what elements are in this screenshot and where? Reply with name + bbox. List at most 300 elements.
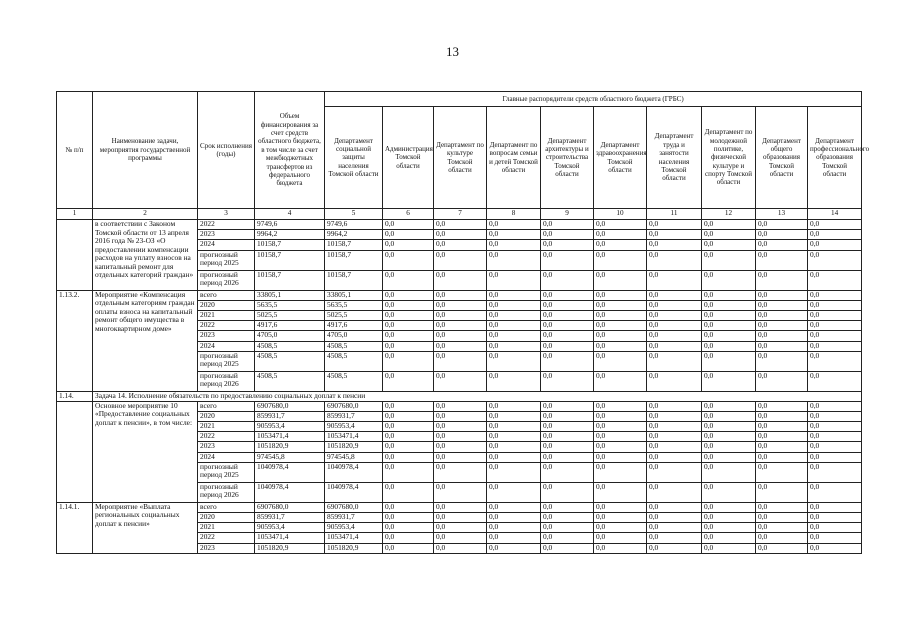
term-cell: 2020 xyxy=(198,513,255,523)
grbs-value-cell: 0,0 xyxy=(647,290,702,300)
grbs-value-cell: 0,0 xyxy=(434,533,487,543)
grbs-value-cell: 0,0 xyxy=(702,543,756,553)
grbs-value-cell: 0,0 xyxy=(756,533,808,543)
grbs-value-cell: 0,0 xyxy=(541,230,594,240)
grbs-value-cell: 0,0 xyxy=(756,321,808,331)
grbs-value-cell: 0,0 xyxy=(434,452,487,462)
term-cell: 2022 xyxy=(198,321,255,331)
grbs-value-cell: 0,0 xyxy=(434,351,487,371)
volume-cell: 1053471,4 xyxy=(255,533,325,543)
grbs-value-cell: 0,0 xyxy=(487,290,541,300)
grbs-value-cell: 0,0 xyxy=(594,442,647,452)
grbs-value-cell: 0,0 xyxy=(808,513,862,523)
grbs-value-cell: 0,0 xyxy=(647,270,702,290)
grbs-value-cell: 0,0 xyxy=(647,411,702,421)
item-name: в соответствии с Законом Томской области от 13 апреля 2016 года № 23-ОЗ «О предоставлении компенсации расходов на уплату взносов на капитальный ремонт для отдельных категорий граждан» xyxy=(93,220,198,291)
grbs-value-cell: 0,0 xyxy=(594,341,647,351)
grbs-value-cell: 0,0 xyxy=(808,240,862,250)
grbs-value-cell: 0,0 xyxy=(383,422,434,432)
grbs-value-cell: 0,0 xyxy=(434,321,487,331)
grbs-value-cell: 0,0 xyxy=(808,523,862,533)
grbs-value-cell: 0,0 xyxy=(487,300,541,310)
grbs-value-cell: 859931,7 xyxy=(325,411,383,421)
grbs-value-cell: 0,0 xyxy=(383,513,434,523)
grbs-value-cell: 0,0 xyxy=(487,341,541,351)
grbs-value-cell: 0,0 xyxy=(647,523,702,533)
grbs-value-cell: 0,0 xyxy=(383,310,434,320)
grbs-value-cell: 0,0 xyxy=(594,321,647,331)
column-number: 9 xyxy=(541,209,594,220)
grbs-value-cell: 0,0 xyxy=(541,442,594,452)
grbs-value-cell: 0,0 xyxy=(702,230,756,240)
grbs-value-cell: 0,0 xyxy=(756,220,808,230)
grbs-value-cell: 0,0 xyxy=(383,502,434,512)
header-no: № п/п xyxy=(57,92,93,209)
grbs-value-cell: 0,0 xyxy=(541,331,594,341)
grbs-value-cell: 0,0 xyxy=(434,513,487,523)
grbs-value-cell: 0,0 xyxy=(594,523,647,533)
grbs-value-cell: 0,0 xyxy=(541,411,594,421)
term-cell: 2021 xyxy=(198,523,255,533)
volume-cell: 9749,6 xyxy=(255,220,325,230)
grbs-value-cell: 0,0 xyxy=(756,543,808,553)
grbs-value-cell: 0,0 xyxy=(702,513,756,523)
volume-cell: 6907680,0 xyxy=(255,502,325,512)
grbs-value-cell: 0,0 xyxy=(594,401,647,411)
grbs-value-cell: 0,0 xyxy=(756,310,808,320)
header-grbs-5: Департамент архитектуры и строительства Томской области xyxy=(541,107,594,209)
grbs-value-cell: 0,0 xyxy=(383,411,434,421)
grbs-value-cell: 859931,7 xyxy=(325,513,383,523)
grbs-value-cell: 0,0 xyxy=(434,401,487,411)
grbs-value-cell: 0,0 xyxy=(434,230,487,240)
grbs-value-cell: 9964,2 xyxy=(325,230,383,240)
grbs-value-cell: 0,0 xyxy=(541,290,594,300)
grbs-value-cell: 0,0 xyxy=(434,240,487,250)
grbs-value-cell: 0,0 xyxy=(808,331,862,341)
grbs-value-cell: 0,0 xyxy=(541,513,594,523)
grbs-value-cell: 0,0 xyxy=(487,250,541,270)
grbs-value-cell: 0,0 xyxy=(808,230,862,240)
grbs-value-cell: 0,0 xyxy=(702,432,756,442)
grbs-value-cell: 0,0 xyxy=(487,371,541,391)
grbs-value-cell: 0,0 xyxy=(541,432,594,442)
grbs-value-cell: 0,0 xyxy=(383,371,434,391)
grbs-value-cell: 0,0 xyxy=(702,422,756,432)
grbs-value-cell: 0,0 xyxy=(808,482,862,502)
grbs-value-cell: 0,0 xyxy=(541,452,594,462)
grbs-value-cell: 0,0 xyxy=(594,502,647,512)
column-number: 4 xyxy=(255,209,325,220)
grbs-value-cell: 0,0 xyxy=(487,523,541,533)
grbs-value-cell: 0,0 xyxy=(487,411,541,421)
grbs-value-cell: 1053471,4 xyxy=(325,533,383,543)
grbs-value-cell: 0,0 xyxy=(434,371,487,391)
volume-cell: 4508,5 xyxy=(255,351,325,371)
grbs-value-cell: 0,0 xyxy=(383,321,434,331)
grbs-value-cell: 905953,4 xyxy=(325,523,383,533)
grbs-value-cell: 0,0 xyxy=(487,220,541,230)
header-grbs-4: Департамент по вопросам семьи и детей Томской области xyxy=(487,107,541,209)
task-number: 1.14. xyxy=(57,391,93,401)
grbs-value-cell: 0,0 xyxy=(434,270,487,290)
grbs-value-cell: 6907680,0 xyxy=(325,401,383,411)
grbs-value-cell: 0,0 xyxy=(487,482,541,502)
term-cell: 2020 xyxy=(198,300,255,310)
term-cell: прогнозный период 2026 xyxy=(198,482,255,502)
grbs-value-cell: 0,0 xyxy=(756,411,808,421)
column-numbers-row xyxy=(57,209,862,220)
grbs-value-cell: 10158,7 xyxy=(325,240,383,250)
grbs-value-cell: 0,0 xyxy=(756,513,808,523)
grbs-value-cell: 0,0 xyxy=(647,452,702,462)
grbs-value-cell: 0,0 xyxy=(647,300,702,310)
grbs-value-cell: 0,0 xyxy=(756,422,808,432)
grbs-value-cell: 0,0 xyxy=(808,462,862,482)
volume-cell: 905953,4 xyxy=(255,523,325,533)
grbs-value-cell: 0,0 xyxy=(541,321,594,331)
grbs-value-cell: 0,0 xyxy=(594,300,647,310)
column-number: 2 xyxy=(93,209,198,220)
grbs-value-cell: 0,0 xyxy=(383,462,434,482)
grbs-value-cell: 0,0 xyxy=(647,341,702,351)
grbs-value-cell: 0,0 xyxy=(594,422,647,432)
grbs-value-cell: 0,0 xyxy=(808,432,862,442)
column-number: 8 xyxy=(487,209,541,220)
grbs-value-cell: 4705,0 xyxy=(325,331,383,341)
grbs-value-cell: 0,0 xyxy=(594,482,647,502)
term-cell: прогнозный период 2025 xyxy=(198,462,255,482)
table-row xyxy=(57,502,862,512)
grbs-value-cell: 0,0 xyxy=(383,482,434,502)
grbs-value-cell: 0,0 xyxy=(383,432,434,442)
column-number: 10 xyxy=(594,209,647,220)
term-cell: 2022 xyxy=(198,432,255,442)
volume-cell: 9964,2 xyxy=(255,230,325,240)
grbs-value-cell: 0,0 xyxy=(702,452,756,462)
term-cell: прогнозный период 2026 xyxy=(198,371,255,391)
grbs-value-cell: 0,0 xyxy=(702,341,756,351)
volume-cell: 5025,5 xyxy=(255,310,325,320)
grbs-value-cell: 0,0 xyxy=(808,452,862,462)
grbs-value-cell: 0,0 xyxy=(541,300,594,310)
grbs-value-cell: 0,0 xyxy=(383,442,434,452)
grbs-value-cell: 0,0 xyxy=(756,502,808,512)
grbs-value-cell: 9749,6 xyxy=(325,220,383,230)
grbs-value-cell: 0,0 xyxy=(434,310,487,320)
grbs-value-cell: 1051820,9 xyxy=(325,442,383,452)
term-cell: всего xyxy=(198,401,255,411)
grbs-value-cell: 0,0 xyxy=(594,533,647,543)
volume-cell: 1051820,9 xyxy=(255,543,325,553)
grbs-value-cell: 0,0 xyxy=(702,482,756,502)
grbs-value-cell: 0,0 xyxy=(702,331,756,341)
grbs-value-cell: 0,0 xyxy=(541,240,594,250)
grbs-value-cell: 0,0 xyxy=(808,371,862,391)
column-number: 6 xyxy=(383,209,434,220)
grbs-value-cell: 0,0 xyxy=(541,220,594,230)
grbs-value-cell: 0,0 xyxy=(756,250,808,270)
grbs-value-cell: 0,0 xyxy=(487,462,541,482)
volume-cell: 1053471,4 xyxy=(255,432,325,442)
grbs-value-cell: 0,0 xyxy=(541,462,594,482)
grbs-value-cell: 0,0 xyxy=(594,543,647,553)
grbs-value-cell: 0,0 xyxy=(808,543,862,553)
header-name: Наименование задачи, мероприятия государственной программы xyxy=(93,92,198,209)
grbs-value-cell: 0,0 xyxy=(808,220,862,230)
grbs-value-cell: 0,0 xyxy=(702,351,756,371)
grbs-value-cell: 5025,5 xyxy=(325,310,383,320)
header-grbs-8: Департамент по молодежной политике, физической культуре и спорту Томской области xyxy=(702,107,756,209)
grbs-value-cell: 1053471,4 xyxy=(325,432,383,442)
term-cell: 2023 xyxy=(198,543,255,553)
financing-table xyxy=(56,91,870,554)
header-grbs-7: Департамент труда и занятости населения Томской области xyxy=(647,107,702,209)
grbs-value-cell: 0,0 xyxy=(647,310,702,320)
grbs-value-cell: 0,0 xyxy=(702,502,756,512)
volume-cell: 1040978,4 xyxy=(255,482,325,502)
grbs-value-cell: 0,0 xyxy=(487,442,541,452)
grbs-value-cell: 0,0 xyxy=(647,462,702,482)
grbs-value-cell: 0,0 xyxy=(487,452,541,462)
grbs-value-cell: 0,0 xyxy=(487,351,541,371)
table-row xyxy=(57,220,862,230)
grbs-value-cell: 0,0 xyxy=(434,422,487,432)
grbs-value-cell: 0,0 xyxy=(487,422,541,432)
term-cell: 2021 xyxy=(198,310,255,320)
header-grbs-group: Главные распорядители средств областного бюджета (ГРБС) xyxy=(325,92,862,107)
task-title: Задача 14. Исполнение обязательств по предоставлению социальных доплат к пенсии xyxy=(93,391,862,401)
grbs-value-cell: 33805,1 xyxy=(325,290,383,300)
volume-cell: 859931,7 xyxy=(255,513,325,523)
grbs-value-cell: 0,0 xyxy=(594,230,647,240)
grbs-value-cell: 1040978,4 xyxy=(325,462,383,482)
grbs-value-cell: 0,0 xyxy=(487,502,541,512)
grbs-value-cell: 0,0 xyxy=(702,300,756,310)
grbs-value-cell: 0,0 xyxy=(808,270,862,290)
term-cell: всего xyxy=(198,502,255,512)
grbs-value-cell: 0,0 xyxy=(808,533,862,543)
grbs-value-cell: 0,0 xyxy=(434,331,487,341)
item-number: 1.14.1. xyxy=(57,502,93,553)
grbs-value-cell: 0,0 xyxy=(808,351,862,371)
grbs-value-cell: 0,0 xyxy=(594,270,647,290)
grbs-value-cell: 6907680,0 xyxy=(325,502,383,512)
term-cell: прогнозный период 2025 xyxy=(198,250,255,270)
term-cell: 2023 xyxy=(198,230,255,240)
grbs-value-cell: 0,0 xyxy=(541,351,594,371)
grbs-value-cell: 0,0 xyxy=(702,523,756,533)
grbs-value-cell: 0,0 xyxy=(383,543,434,553)
grbs-value-cell: 4508,5 xyxy=(325,371,383,391)
grbs-value-cell: 0,0 xyxy=(702,321,756,331)
term-cell: 2022 xyxy=(198,220,255,230)
grbs-value-cell: 0,0 xyxy=(594,513,647,523)
grbs-value-cell: 0,0 xyxy=(383,331,434,341)
grbs-value-cell: 0,0 xyxy=(434,432,487,442)
grbs-value-cell: 0,0 xyxy=(808,401,862,411)
grbs-value-cell: 0,0 xyxy=(541,482,594,502)
header-grbs-1: Департамент социальной защиты населения Томской области xyxy=(325,107,383,209)
grbs-value-cell: 0,0 xyxy=(434,502,487,512)
grbs-value-cell: 0,0 xyxy=(594,432,647,442)
grbs-value-cell: 0,0 xyxy=(594,331,647,341)
grbs-value-cell: 0,0 xyxy=(594,411,647,421)
grbs-value-cell: 0,0 xyxy=(808,290,862,300)
grbs-value-cell: 10158,7 xyxy=(325,250,383,270)
column-number: 3 xyxy=(198,209,255,220)
grbs-value-cell: 0,0 xyxy=(383,230,434,240)
grbs-value-cell: 0,0 xyxy=(434,411,487,421)
grbs-value-cell: 0,0 xyxy=(434,341,487,351)
grbs-value-cell: 0,0 xyxy=(434,462,487,482)
grbs-value-cell: 10158,7 xyxy=(325,270,383,290)
grbs-value-cell: 0,0 xyxy=(808,442,862,452)
grbs-value-cell: 0,0 xyxy=(808,321,862,331)
grbs-value-cell: 0,0 xyxy=(647,321,702,331)
grbs-value-cell: 0,0 xyxy=(647,351,702,371)
grbs-value-cell: 0,0 xyxy=(756,341,808,351)
grbs-value-cell: 0,0 xyxy=(808,341,862,351)
grbs-value-cell: 0,0 xyxy=(487,432,541,442)
grbs-value-cell: 974545,8 xyxy=(325,452,383,462)
grbs-value-cell: 0,0 xyxy=(541,422,594,432)
grbs-value-cell: 0,0 xyxy=(487,543,541,553)
column-number: 11 xyxy=(647,209,702,220)
grbs-value-cell: 0,0 xyxy=(383,300,434,310)
grbs-value-cell: 0,0 xyxy=(756,482,808,502)
term-cell: 2023 xyxy=(198,442,255,452)
term-cell: 2024 xyxy=(198,240,255,250)
grbs-value-cell: 0,0 xyxy=(756,401,808,411)
grbs-value-cell: 0,0 xyxy=(756,270,808,290)
grbs-value-cell: 0,0 xyxy=(383,533,434,543)
grbs-value-cell: 0,0 xyxy=(756,523,808,533)
volume-cell: 33805,1 xyxy=(255,290,325,300)
grbs-value-cell: 0,0 xyxy=(434,482,487,502)
grbs-value-cell: 0,0 xyxy=(647,220,702,230)
volume-cell: 10158,7 xyxy=(255,270,325,290)
page-number: 13 xyxy=(446,44,459,59)
grbs-value-cell: 0,0 xyxy=(647,250,702,270)
grbs-value-cell: 0,0 xyxy=(702,220,756,230)
grbs-value-cell: 0,0 xyxy=(383,290,434,300)
grbs-value-cell: 0,0 xyxy=(434,543,487,553)
item-number xyxy=(57,401,93,502)
volume-cell: 6907680,0 xyxy=(255,401,325,411)
grbs-value-cell: 0,0 xyxy=(541,341,594,351)
grbs-value-cell: 0,0 xyxy=(808,411,862,421)
header-grbs-2: Администрация Томской области xyxy=(383,107,434,209)
item-name: Мероприятие «Выплата региональных социальных доплат к пенсии» xyxy=(93,502,198,553)
column-number: 7 xyxy=(434,209,487,220)
grbs-value-cell: 5635,5 xyxy=(325,300,383,310)
header-term: Срок исполнения (годы) xyxy=(198,92,255,209)
term-cell: всего xyxy=(198,290,255,300)
grbs-value-cell: 0,0 xyxy=(487,533,541,543)
grbs-value-cell: 0,0 xyxy=(594,220,647,230)
grbs-value-cell: 0,0 xyxy=(594,351,647,371)
grbs-value-cell: 0,0 xyxy=(487,513,541,523)
term-cell: 2023 xyxy=(198,331,255,341)
item-name: Мероприятие «Компенсация отдельным категориям граждан оплаты взноса на капитальный ремонт общего имущества в многоквартирном доме» xyxy=(93,290,198,391)
term-cell: 2021 xyxy=(198,422,255,432)
grbs-value-cell: 0,0 xyxy=(383,270,434,290)
grbs-value-cell: 0,0 xyxy=(702,250,756,270)
grbs-value-cell: 0,0 xyxy=(702,533,756,543)
grbs-value-cell: 0,0 xyxy=(756,240,808,250)
table-row xyxy=(57,290,862,300)
grbs-value-cell: 0,0 xyxy=(756,442,808,452)
grbs-value-cell: 0,0 xyxy=(702,442,756,452)
grbs-value-cell: 0,0 xyxy=(434,300,487,310)
grbs-value-cell: 0,0 xyxy=(647,502,702,512)
grbs-value-cell: 0,0 xyxy=(647,543,702,553)
grbs-value-cell: 0,0 xyxy=(487,230,541,240)
grbs-value-cell: 0,0 xyxy=(541,543,594,553)
item-number xyxy=(57,220,93,291)
grbs-value-cell: 4917,6 xyxy=(325,321,383,331)
grbs-value-cell: 0,0 xyxy=(647,432,702,442)
grbs-value-cell: 0,0 xyxy=(487,310,541,320)
grbs-value-cell: 0,0 xyxy=(434,250,487,270)
grbs-value-cell: 0,0 xyxy=(647,230,702,240)
grbs-value-cell: 0,0 xyxy=(541,523,594,533)
grbs-value-cell: 0,0 xyxy=(383,220,434,230)
header-volume: Объем финансирования за счет средств областного бюджета, в том числе за счет межбюджетных трансфертов из федерального бюджета xyxy=(255,92,325,209)
grbs-value-cell: 0,0 xyxy=(434,442,487,452)
item-number: 1.13.2. xyxy=(57,290,93,391)
volume-cell: 10158,7 xyxy=(255,240,325,250)
grbs-value-cell: 0,0 xyxy=(487,240,541,250)
term-cell: 2024 xyxy=(198,452,255,462)
table-row xyxy=(57,401,862,411)
volume-cell: 1051820,9 xyxy=(255,442,325,452)
grbs-value-cell: 0,0 xyxy=(541,371,594,391)
grbs-value-cell: 0,0 xyxy=(702,270,756,290)
volume-cell: 4508,5 xyxy=(255,371,325,391)
term-cell: 2022 xyxy=(198,533,255,543)
grbs-value-cell: 0,0 xyxy=(383,240,434,250)
grbs-value-cell: 0,0 xyxy=(702,401,756,411)
volume-cell: 4705,0 xyxy=(255,331,325,341)
grbs-value-cell: 0,0 xyxy=(487,331,541,341)
grbs-value-cell: 0,0 xyxy=(541,270,594,290)
header-grbs-10: Департамент профессионального образования Томской области xyxy=(808,107,862,209)
grbs-value-cell: 0,0 xyxy=(702,411,756,421)
grbs-value-cell: 0,0 xyxy=(702,462,756,482)
grbs-value-cell: 0,0 xyxy=(702,310,756,320)
term-cell: 2020 xyxy=(198,411,255,421)
grbs-value-cell: 0,0 xyxy=(808,250,862,270)
volume-cell: 974545,8 xyxy=(255,452,325,462)
grbs-value-cell: 0,0 xyxy=(756,290,808,300)
grbs-value-cell: 0,0 xyxy=(383,341,434,351)
term-cell: 2024 xyxy=(198,341,255,351)
grbs-value-cell: 1051820,9 xyxy=(325,543,383,553)
grbs-value-cell: 1040978,4 xyxy=(325,482,383,502)
grbs-value-cell: 0,0 xyxy=(434,290,487,300)
grbs-value-cell: 0,0 xyxy=(541,401,594,411)
column-number: 13 xyxy=(756,209,808,220)
grbs-value-cell: 0,0 xyxy=(594,462,647,482)
grbs-value-cell: 0,0 xyxy=(756,351,808,371)
grbs-value-cell: 0,0 xyxy=(383,401,434,411)
grbs-value-cell: 0,0 xyxy=(594,452,647,462)
grbs-value-cell: 0,0 xyxy=(808,310,862,320)
grbs-value-cell: 0,0 xyxy=(647,331,702,341)
grbs-value-cell: 0,0 xyxy=(647,482,702,502)
